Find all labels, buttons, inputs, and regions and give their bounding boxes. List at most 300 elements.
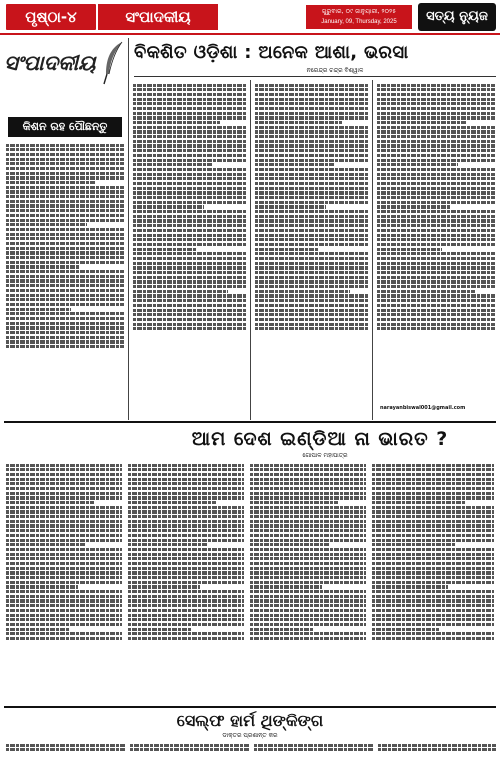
text-line: [255, 173, 369, 176]
text-line: [6, 515, 122, 518]
text-line: [255, 154, 369, 157]
text-line: [377, 126, 495, 129]
text-line: [128, 581, 244, 584]
text-line: [6, 219, 124, 222]
text-line: [372, 464, 494, 467]
text-line: [128, 632, 244, 635]
text-line: [6, 317, 124, 320]
text-line: [133, 271, 247, 274]
text-line: [377, 163, 458, 166]
text-line: [250, 571, 366, 574]
text-line: [133, 215, 247, 218]
text-line: [372, 590, 494, 593]
text-line: [128, 468, 244, 471]
main-headline: ବିକଶିତ ଓଡ଼ିଶା : ଅନେକ ଆଶା, ଭରସା: [134, 42, 409, 63]
text-line: [6, 520, 122, 523]
text-line: [133, 238, 247, 241]
text-line: [133, 84, 247, 87]
text-line: [255, 229, 369, 232]
text-line: [133, 309, 247, 312]
text-line: [6, 284, 124, 287]
text-line: [133, 168, 247, 171]
text-line: [372, 492, 494, 495]
text-line: [250, 492, 366, 495]
text-line: [6, 748, 126, 751]
text-line: [377, 84, 495, 87]
text-line: [6, 510, 122, 513]
text-line: [133, 159, 247, 162]
text-line: [255, 102, 369, 105]
text-line: [377, 149, 495, 152]
text-line: [255, 262, 369, 265]
text-line: [372, 609, 494, 612]
text-line: [6, 496, 122, 499]
text-line: [128, 604, 244, 607]
date-odia: ଗୁରୁବାର, ୦୯ ଜାନୁୟାରୀ, ୨୦୨୫: [321, 8, 397, 15]
text-line: [377, 215, 495, 218]
second-article-column: [6, 462, 122, 702]
text-line: [128, 585, 200, 588]
text-line: [6, 228, 124, 231]
text-line: [255, 168, 369, 171]
text-line: [6, 176, 124, 179]
text-line: [6, 233, 124, 236]
text-line: [377, 252, 495, 255]
text-line: [6, 539, 122, 542]
text-line: [255, 323, 369, 326]
text-line: [378, 748, 496, 751]
text-line: [255, 215, 369, 218]
text-line: [255, 205, 326, 208]
text-line: [372, 632, 494, 635]
text-line: [255, 243, 369, 246]
text-line: [133, 248, 196, 251]
author-email: narayanbiswal001@gmail.com: [380, 405, 466, 411]
text-line: [133, 98, 247, 101]
text-line: [255, 219, 369, 222]
text-line: [128, 496, 244, 499]
text-line: [133, 234, 247, 237]
text-line: [128, 595, 244, 598]
text-line: [255, 135, 369, 138]
text-line: [377, 323, 495, 326]
text-line: [250, 599, 366, 602]
second-article-column: [372, 462, 494, 702]
text-line: [128, 501, 216, 504]
text-line: [377, 238, 495, 241]
text-line: [133, 290, 228, 293]
text-line: [255, 126, 369, 129]
text-line: [377, 257, 495, 260]
text-line: [377, 116, 495, 119]
text-line: [377, 313, 495, 316]
text-line: [6, 482, 122, 485]
editorial-masthead: ସଂପାଦକୀୟ: [4, 50, 96, 75]
text-line: [250, 632, 366, 635]
text-line: [133, 219, 247, 222]
text-line: [133, 173, 247, 176]
text-line: [250, 482, 366, 485]
text-line: [133, 154, 247, 157]
text-line: [133, 318, 247, 321]
text-line: [6, 172, 124, 175]
text-line: [250, 506, 366, 509]
text-line: [6, 144, 124, 147]
text-line: [6, 261, 124, 264]
text-line: [377, 196, 495, 199]
text-line: [254, 748, 374, 751]
text-line: [133, 285, 247, 288]
text-line: [377, 294, 495, 297]
section-divider: [4, 421, 496, 423]
text-line: [6, 204, 124, 207]
text-line: [372, 553, 494, 556]
text-line: [372, 515, 494, 518]
text-line: [133, 205, 204, 208]
text-line: [250, 609, 366, 612]
text-line: [6, 308, 71, 311]
text-line: [6, 599, 122, 602]
text-line: [133, 276, 247, 279]
text-line: [255, 140, 369, 143]
main-byline: ନରେନ୍ଦ୍ର ଚନ୍ଦ୍ର ବିଶ୍ୱାଳ: [306, 67, 364, 74]
text-line: [250, 595, 366, 598]
text-line: [128, 534, 244, 537]
text-line: [6, 256, 124, 259]
text-line: [255, 224, 369, 227]
text-line: [6, 562, 122, 565]
text-line: [377, 93, 495, 96]
text-line: [255, 285, 369, 288]
text-line: [254, 744, 374, 747]
text-line: [133, 224, 247, 227]
text-line: [377, 187, 495, 190]
text-line: [6, 340, 124, 343]
section-divider: [4, 706, 496, 708]
page-number-label: ପୃଷ୍ଠା-୪: [6, 4, 96, 30]
text-line: [372, 524, 494, 527]
third-article-column: [130, 742, 250, 756]
text-line: [250, 543, 330, 546]
text-line: [250, 524, 366, 527]
left-story-body: [6, 142, 124, 417]
text-line: [133, 121, 220, 124]
text-line: [6, 345, 124, 348]
text-line: [6, 581, 122, 584]
main-article-column: [255, 82, 369, 416]
text-line: [250, 628, 314, 631]
text-line: [128, 510, 244, 513]
third-byline: ଡାକ୍ତର ପ୍ରଶାନ୍ତ କର: [222, 732, 278, 739]
text-line: [128, 618, 244, 621]
text-line: [6, 637, 122, 640]
text-line: [377, 285, 495, 288]
text-line: [6, 237, 124, 240]
text-line: [133, 262, 247, 265]
text-line: [133, 196, 247, 199]
text-line: [255, 112, 369, 115]
text-line: [250, 557, 366, 560]
text-line: [128, 473, 244, 476]
text-line: [377, 121, 467, 124]
second-headline: ଆମ ଦେଶ ଇଣ୍ଡିଆ ନା ଭାରତ ?: [191, 428, 449, 450]
brand-logo: ସତ୍ୟ ନ୍ୟୁଜ: [418, 3, 496, 31]
text-line: [377, 201, 495, 204]
text-line: [372, 534, 494, 537]
text-line: [255, 196, 369, 199]
text-line: [250, 496, 366, 499]
text-line: [133, 313, 247, 316]
text-line: [377, 168, 495, 171]
text-line: [133, 149, 247, 152]
text-line: [372, 539, 494, 542]
text-line: [133, 135, 247, 138]
text-line: [377, 280, 495, 283]
text-line: [133, 304, 247, 307]
text-line: [255, 159, 369, 162]
text-line: [133, 323, 247, 326]
text-line: [133, 112, 247, 115]
headline-rule: [134, 76, 496, 77]
text-line: [6, 557, 122, 560]
text-line: [255, 313, 369, 316]
text-line: [6, 473, 122, 476]
text-line: [255, 299, 369, 302]
text-line: [255, 266, 369, 269]
text-line: [372, 599, 494, 602]
text-line: [6, 609, 122, 612]
text-line: [255, 121, 342, 124]
text-line: [255, 234, 369, 237]
third-article-column: [6, 742, 126, 756]
text-line: [128, 548, 244, 551]
text-line: [133, 144, 247, 147]
text-line: [372, 576, 494, 579]
text-line: [250, 473, 366, 476]
top-divider: [0, 33, 500, 35]
text-line: [133, 130, 247, 133]
text-line: [377, 177, 495, 180]
text-line: [128, 557, 244, 560]
text-line: [6, 534, 122, 537]
text-line: [250, 510, 366, 513]
text-line: [133, 294, 247, 297]
text-line: [377, 243, 495, 246]
text-line: [6, 336, 124, 339]
text-line: [250, 614, 366, 617]
text-line: [128, 571, 244, 574]
text-line: [6, 167, 124, 170]
text-line: [6, 294, 124, 297]
text-line: [255, 130, 369, 133]
text-line: [6, 247, 124, 250]
text-line: [377, 248, 442, 251]
text-line: [250, 539, 366, 542]
text-line: [128, 520, 244, 523]
text-line: [250, 478, 366, 481]
text-line: [372, 543, 456, 546]
text-line: [377, 98, 495, 101]
text-line: [378, 744, 496, 747]
text-line: [128, 506, 244, 509]
text-line: [128, 567, 244, 570]
text-line: [372, 614, 494, 617]
text-line: [6, 209, 124, 212]
text-line: [377, 229, 495, 232]
text-line: [250, 562, 366, 565]
text-line: [255, 271, 369, 274]
text-line: [250, 487, 366, 490]
text-line: [128, 478, 244, 481]
text-line: [377, 276, 495, 279]
text-line: [6, 553, 122, 556]
main-article-column: [377, 82, 495, 416]
text-line: [255, 191, 369, 194]
text-line: [133, 126, 247, 129]
text-line: [6, 478, 122, 481]
text-line: [372, 571, 494, 574]
text-line: [255, 177, 369, 180]
text-line: [128, 637, 244, 640]
text-line: [255, 318, 369, 321]
text-line: [255, 276, 369, 279]
text-line: [6, 270, 124, 273]
column-rule: [372, 80, 373, 420]
second-article-column: [128, 462, 244, 702]
text-line: [377, 318, 495, 321]
text-line: [377, 266, 495, 269]
text-line: [372, 548, 494, 551]
column-rule: [250, 80, 251, 420]
text-line: [377, 182, 495, 185]
text-line: [6, 275, 124, 278]
text-line: [128, 487, 244, 490]
text-line: [6, 576, 122, 579]
text-line: [133, 88, 247, 91]
text-line: [377, 219, 495, 222]
text-line: [372, 604, 494, 607]
text-line: [250, 576, 366, 579]
text-line: [128, 562, 244, 565]
section-label: ସଂପାଦକୀୟ: [98, 4, 218, 30]
text-line: [6, 162, 124, 165]
text-line: [377, 140, 495, 143]
text-line: [377, 173, 495, 176]
text-line: [250, 567, 366, 570]
text-line: [6, 744, 126, 747]
text-line: [6, 303, 124, 306]
text-line: [372, 506, 494, 509]
text-line: [255, 290, 350, 293]
text-line: [255, 304, 369, 307]
text-line: [128, 482, 244, 485]
text-line: [377, 327, 495, 330]
text-line: [372, 510, 494, 513]
text-line: [377, 290, 475, 293]
text-line: [372, 628, 439, 631]
text-line: [6, 492, 122, 495]
text-line: [255, 294, 369, 297]
text-line: [133, 243, 247, 246]
text-line: [6, 148, 124, 151]
text-line: [377, 135, 495, 138]
text-line: [130, 744, 250, 747]
third-headline: ସେଲ୍ଫ ହାର୍ମ ଥିଙ୍କିଙ୍ଗ: [176, 711, 324, 730]
text-line: [6, 501, 94, 504]
text-line: [255, 238, 369, 241]
text-line: [6, 618, 122, 621]
text-line: [128, 623, 244, 626]
text-line: [372, 473, 494, 476]
text-line: [128, 529, 244, 532]
text-line: [133, 201, 247, 204]
text-line: [6, 468, 122, 471]
text-line: [6, 590, 122, 593]
text-line: [372, 585, 448, 588]
text-line: [6, 251, 124, 254]
text-line: [6, 604, 122, 607]
text-line: [6, 265, 79, 268]
text-line: [377, 130, 495, 133]
text-line: [250, 468, 366, 471]
text-line: [372, 595, 494, 598]
text-line: [250, 529, 366, 532]
text-line: [6, 153, 124, 156]
text-line: [6, 524, 122, 527]
text-line: [6, 312, 124, 315]
text-line: [377, 107, 495, 110]
text-line: [250, 464, 366, 467]
text-line: [133, 93, 247, 96]
text-line: [133, 116, 247, 119]
text-line: [377, 112, 495, 115]
text-line: [250, 520, 366, 523]
text-line: [377, 159, 495, 162]
text-line: [6, 529, 122, 532]
text-line: [377, 309, 495, 312]
text-line: [377, 299, 495, 302]
text-line: [128, 599, 244, 602]
text-line: [133, 182, 247, 185]
text-line: [372, 501, 465, 504]
text-line: [6, 331, 124, 334]
text-line: [255, 93, 369, 96]
text-line: [255, 309, 369, 312]
text-line: [377, 234, 495, 237]
text-line: [255, 149, 369, 152]
text-line: [372, 478, 494, 481]
text-line: [6, 298, 124, 301]
text-line: [128, 553, 244, 556]
third-article-column: [254, 742, 374, 756]
text-line: [6, 623, 122, 626]
text-line: [255, 163, 334, 166]
text-line: [133, 210, 247, 213]
text-line: [6, 289, 124, 292]
text-line: [6, 186, 124, 189]
text-line: [372, 487, 494, 490]
text-line: [6, 571, 122, 574]
text-line: [6, 158, 124, 161]
text-line: [133, 266, 247, 269]
text-line: [255, 98, 369, 101]
text-line: [377, 102, 495, 105]
text-line: [6, 195, 124, 198]
text-line: [372, 496, 494, 499]
text-line: [372, 581, 494, 584]
text-line: [6, 223, 87, 226]
text-line: [255, 248, 318, 251]
